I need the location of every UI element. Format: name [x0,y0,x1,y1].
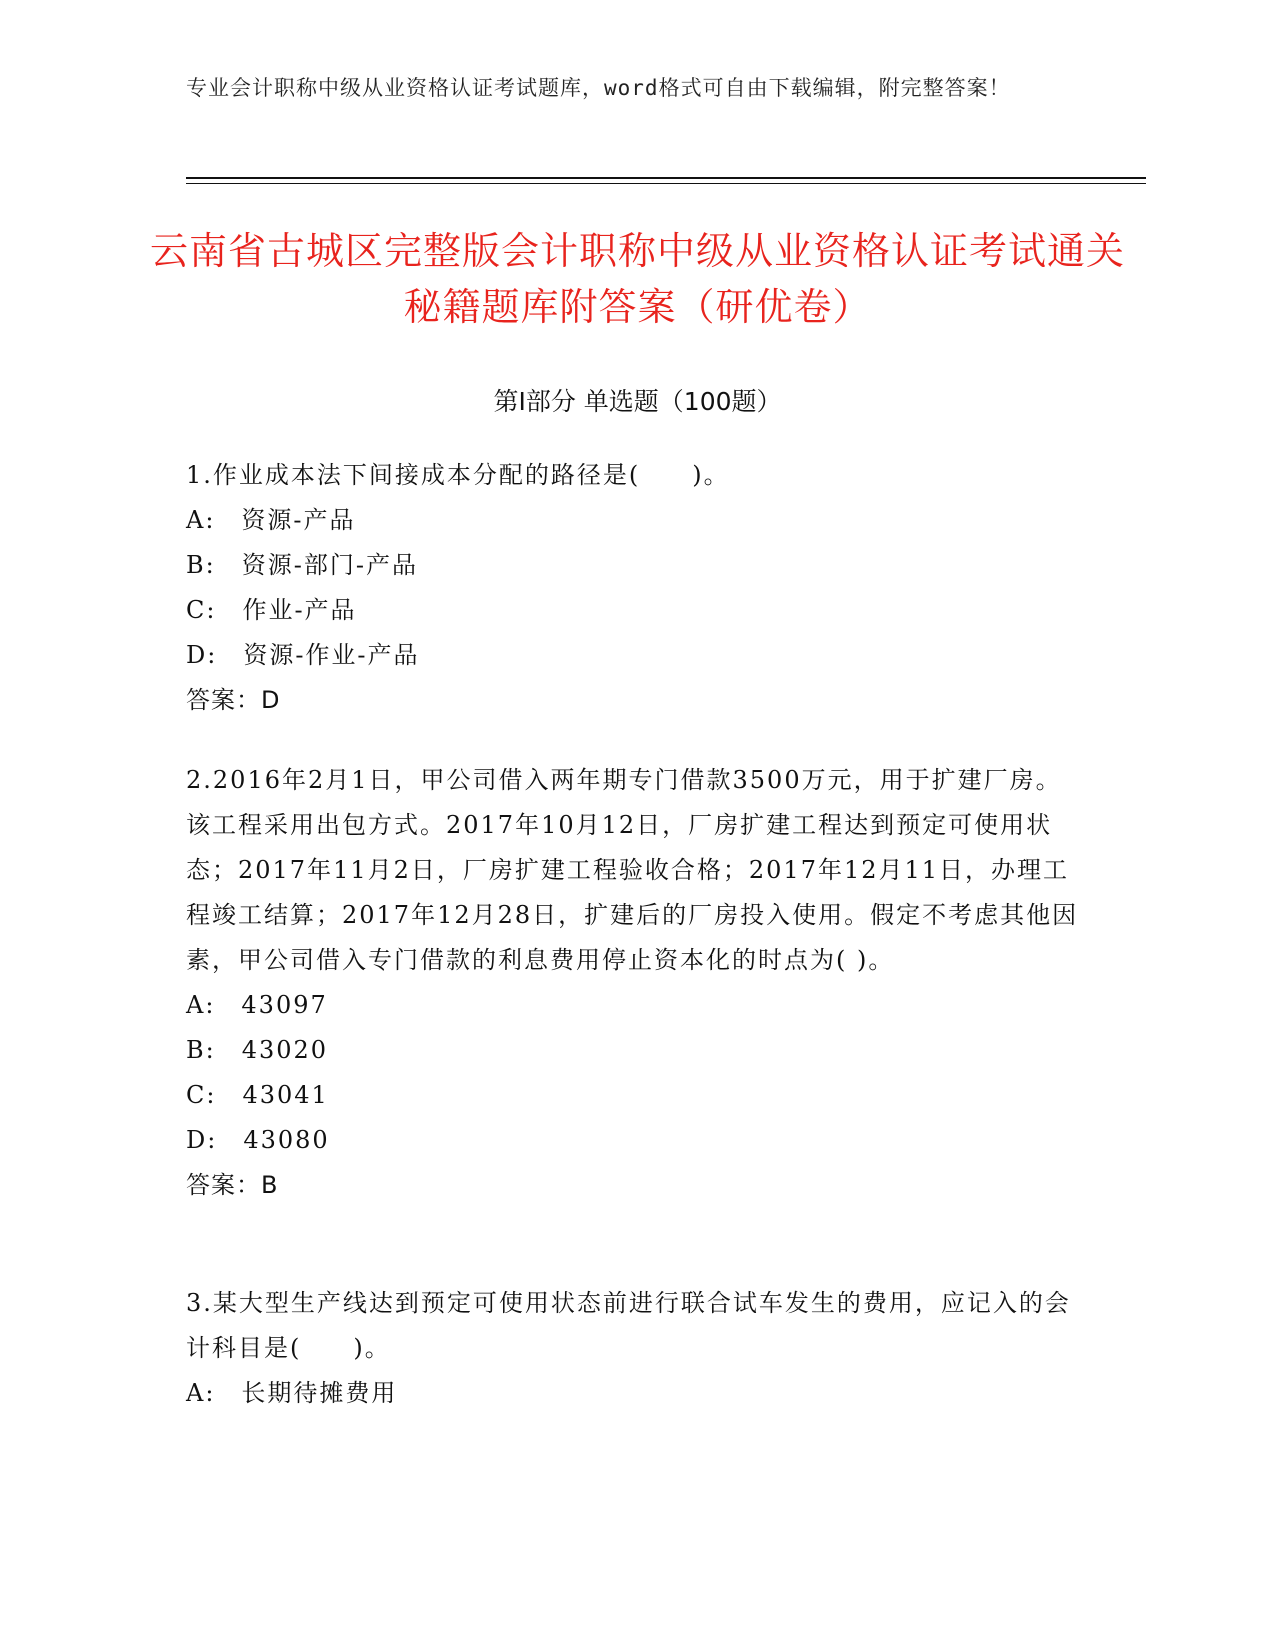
document-title: 云南省古城区完整版会计职称中级从业资格认证考试通关秘籍题库附答案（研优卷） [150,229,1126,329]
header-rule-thick [186,177,1146,179]
option-b: B: 43020 [186,1036,329,1064]
option-d: D: 43080 [186,1126,330,1154]
option-a: A: 资源-产品 [186,506,356,534]
question-2 [186,758,1086,1208]
question-1 [186,453,1086,723]
header-rule-thin [186,183,1146,184]
option-d: D: 资源-作业-产品 [186,641,420,669]
option-b: B: 资源-部门-产品 [186,551,418,579]
question-3 [186,1281,1086,1416]
option-c: C: 作业-产品 [186,596,357,624]
question-stem: 1.作业成本法下间接成本分配的路径是( )。 [186,461,730,489]
question-stem: 2.2016年2月1日，甲公司借入两年期专门借款3500万元，用于扩建厂房。该工程采用出包方式。2017年10月12日，厂房扩建工程达到预定可使用状态；2017年11月2日，厂房扩建工程验收合格；2017年12月11日，办理工程竣工结算；2017年12月28日，扩建后的厂房投入使用。假定不考虑其他因素，甲公司借入专门借款的利息费用停止资本化的时点为( )。 [186,766,1079,974]
header-note: 专业会计职称中级从业资格认证考试题库，word格式可自由下载编辑，附完整答案！ [186,76,1011,100]
option-a: A: 长期待摊费用 [186,1379,398,1407]
option-c: C: 43041 [186,1081,329,1109]
option-a: A: 43097 [186,991,328,1019]
answer: 答案：D [186,686,281,714]
answer: 答案：B [186,1171,279,1199]
question-stem: 3.某大型生产线达到预定可使用状态前进行联合试车发生的费用，应记入的会计科目是( )。 [186,1289,1071,1362]
section-title: 第Ⅰ部分 单选题（100题） [493,387,782,416]
